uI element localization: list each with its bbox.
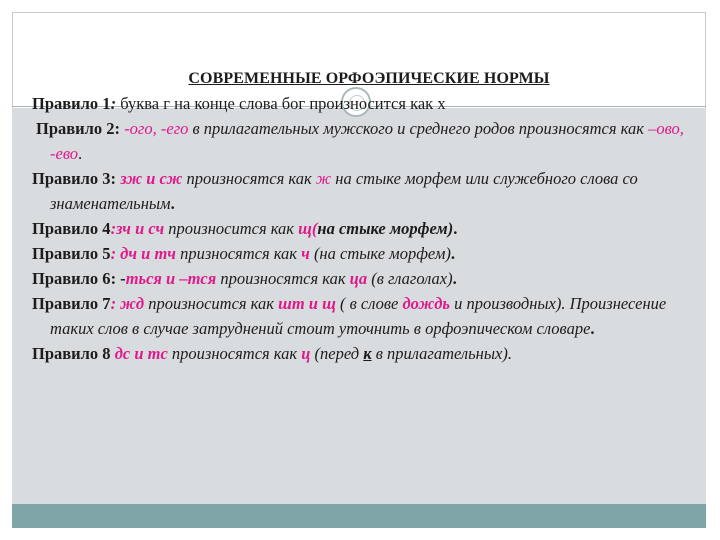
rule-5-text3: (на стыке морфем) xyxy=(309,244,451,263)
rule-7-text4: . Произнесение таких слов в случае затруднений стоит уточнить в орфоэпическом словаре xyxy=(50,294,667,338)
rule-1-colon: : xyxy=(110,94,117,113)
rule-8-label: Правило 8 xyxy=(32,344,111,363)
rules-content xyxy=(32,66,692,366)
rule-3-pair: зж и сж xyxy=(116,169,183,188)
rule-6-pair-b: ться и –тся xyxy=(125,269,217,288)
rule-1-label: Правило 1 xyxy=(32,94,111,113)
page-title: СОВРЕМЕННЫЕ ОРФОЭПИЧЕСКИЕ НОРМЫ xyxy=(188,70,550,87)
rule-6-text1: произносятся как xyxy=(216,269,350,288)
rule-4-label: Правило 4 xyxy=(32,219,111,238)
rule-8-pair: дс и тс xyxy=(110,344,168,363)
rule-6-end: . xyxy=(452,269,457,288)
rule-4-text2: на стыке морфем) xyxy=(317,219,454,238)
rule-5-sound: ч xyxy=(301,244,310,263)
rule-8-text3: в прилагательных). xyxy=(371,344,512,363)
rule-4-text1: произносится как xyxy=(164,219,299,238)
rule-7-text1: произносится как xyxy=(144,294,279,313)
rule-1-text: буква г на конце слова бог произносится как х xyxy=(116,94,446,113)
rule-4-sound: щ( xyxy=(298,219,318,238)
rule-5-text2: тся как xyxy=(242,244,302,263)
rule-7-pair: : жд xyxy=(110,294,145,313)
footer-bar xyxy=(12,504,706,528)
rule-7-text3: и производных) xyxy=(449,294,562,313)
rule-5 xyxy=(32,241,692,266)
rule-4-pair: :зч и сч xyxy=(110,219,165,238)
rule-4 xyxy=(32,216,692,241)
rule-6 xyxy=(32,266,692,291)
rule-3-sound: ж xyxy=(315,169,332,188)
rule-7-label: Правило 7 xyxy=(32,294,111,313)
rule-7-end: . xyxy=(590,319,595,338)
rule-6-label: Правило 6 xyxy=(32,269,111,288)
rule-3-text2: на стыке морфем или служебного слова со знаменательным xyxy=(50,169,638,213)
rule-8-sound: ц xyxy=(301,344,311,363)
rule-4-end: . xyxy=(453,219,458,238)
rule-2-text: в прилагательных мужского и среднего родов произносятся как xyxy=(188,119,649,138)
rule-3 xyxy=(32,166,692,216)
rule-2-forms: -ого, -его xyxy=(120,119,189,138)
rule-5-text1: признося xyxy=(175,244,243,263)
rule-2 xyxy=(32,116,692,166)
rule-8-text2: (перед xyxy=(310,344,364,363)
rule-2-end: . xyxy=(78,144,83,163)
rule-6-text2: (в глаголах) xyxy=(367,269,453,288)
rule-7-text2: ( в слове xyxy=(335,294,403,313)
rule-1 xyxy=(32,91,692,116)
rule-5-end: . xyxy=(450,244,455,263)
rule-2-sounds: –ово, -ево xyxy=(50,119,684,163)
rule-3-text1: произносятся как xyxy=(182,169,316,188)
rule-6-sound: ца xyxy=(349,269,368,288)
rule-6-pair-a: : - xyxy=(110,269,126,288)
rule-7 xyxy=(32,291,692,341)
rule-3-label: Правило 3: xyxy=(32,169,117,188)
rule-7-word: дождь xyxy=(402,294,450,313)
rule-5-pair: : дч и тч xyxy=(110,244,176,263)
rule-2-label: Правило 2: xyxy=(36,119,121,138)
rule-8-text1: произносятся как xyxy=(167,344,302,363)
rule-3-end: . xyxy=(170,194,175,213)
rule-8 xyxy=(32,341,692,366)
rule-8-letter: к xyxy=(363,344,372,363)
rule-7-sound: шт и щ xyxy=(278,294,336,313)
rule-5-label: Правило 5 xyxy=(32,244,111,263)
